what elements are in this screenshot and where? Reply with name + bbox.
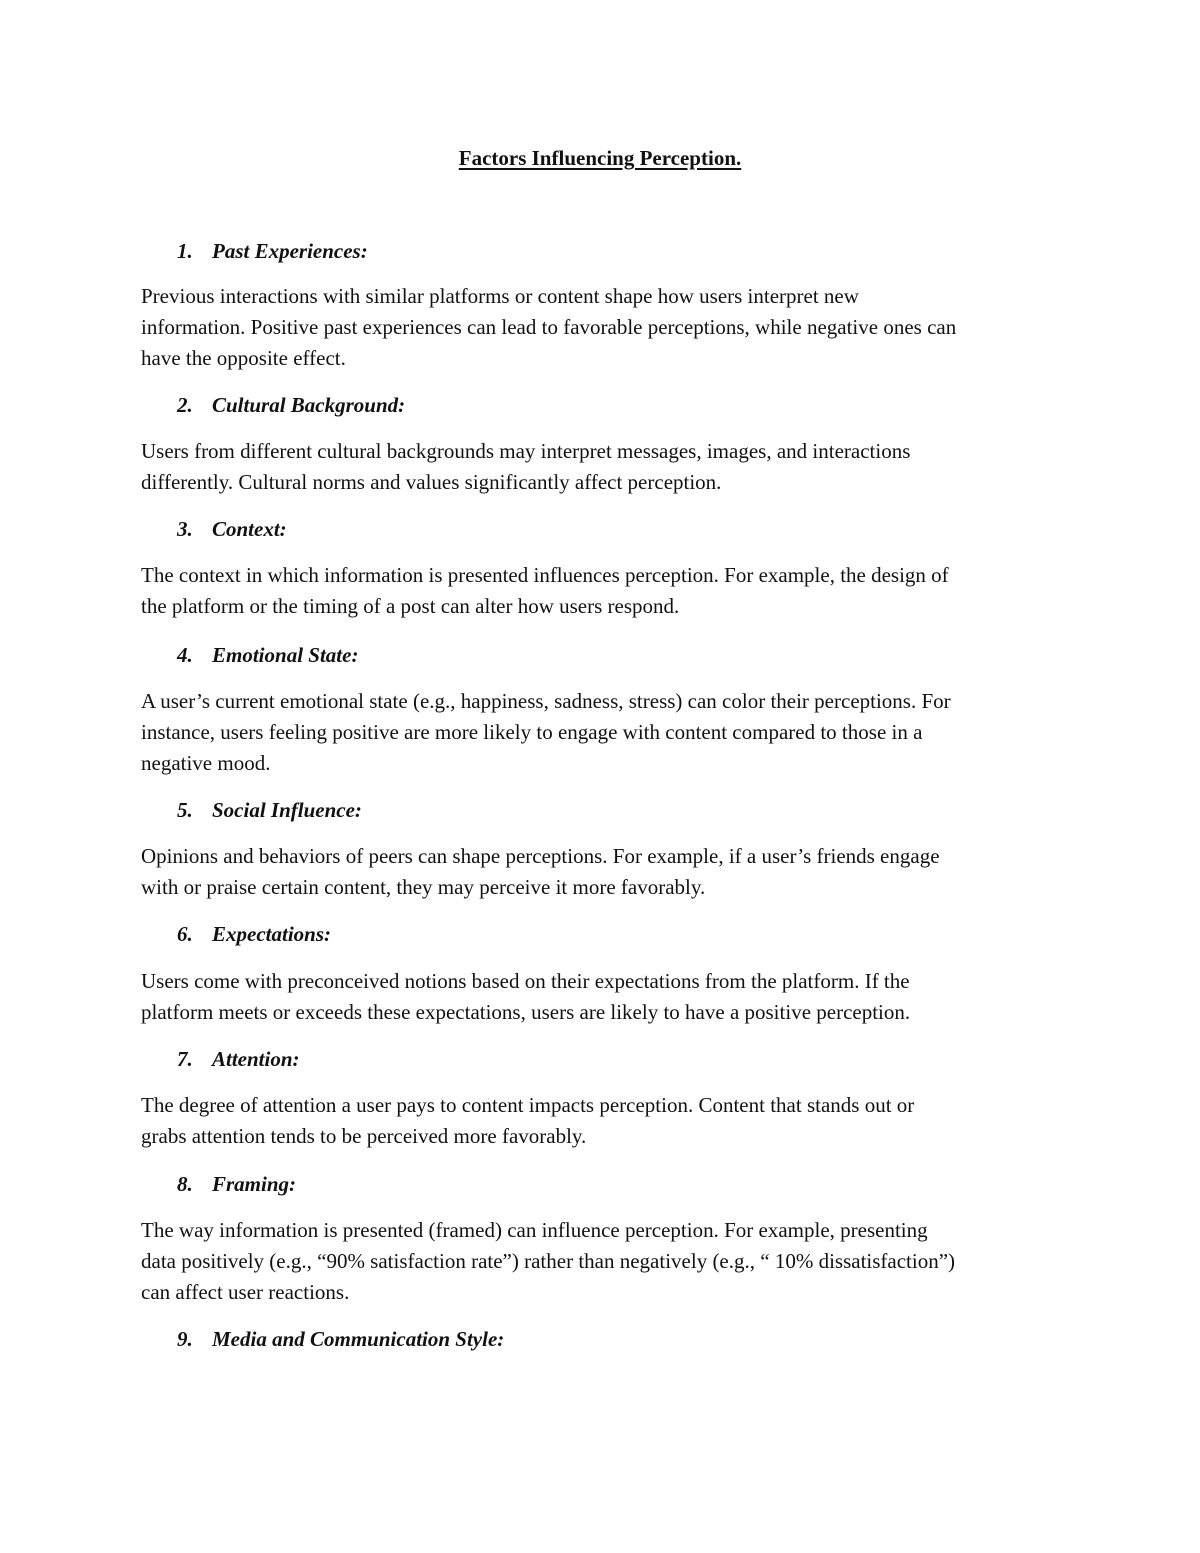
paragraph-line: differently. Cultural norms and values significantly affect perception. bbox=[141, 470, 722, 494]
section-heading-expectations bbox=[177, 919, 331, 949]
paragraph-line: Previous interactions with similar platforms or content shape how users interpret new bbox=[141, 284, 859, 308]
section-heading-framing bbox=[177, 1169, 296, 1199]
section-heading-emotional-state bbox=[177, 640, 358, 670]
section-number: 7. bbox=[177, 1047, 193, 1071]
section-paragraph-expectations bbox=[141, 966, 1071, 1028]
paragraph-line: the platform or the timing of a post can alter how users respond. bbox=[141, 594, 680, 618]
paragraph-line: platform meets or exceeds these expectations, users are likely to have a positive perception. bbox=[141, 1000, 911, 1024]
paragraph-line: with or praise certain content, they may perceive it more favorably. bbox=[141, 875, 706, 899]
section-heading-label: Emotional State: bbox=[212, 643, 359, 667]
paragraph-line: information. Positive past experiences can lead to favorable perceptions, while negative ones can bbox=[141, 315, 957, 339]
paragraph-line: Users from different cultural backgrounds may interpret messages, images, and interactions bbox=[141, 439, 911, 463]
section-paragraph-emotional-state bbox=[141, 686, 1071, 779]
paragraph-line: can affect user reactions. bbox=[141, 1280, 350, 1304]
section-heading-context bbox=[177, 514, 287, 544]
paragraph-line: Users come with preconceived notions based on their expectations from the platform. If the bbox=[141, 969, 910, 993]
section-heading-label: Media and Communication Style: bbox=[212, 1327, 505, 1351]
section-paragraph-framing bbox=[141, 1215, 1071, 1308]
section-heading-past-experiences bbox=[177, 236, 368, 266]
section-heading-attention bbox=[177, 1044, 300, 1074]
paragraph-line: A user’s current emotional state (e.g., happiness, sadness, stress) can color their perceptions. For bbox=[141, 689, 951, 713]
section-paragraph-attention bbox=[141, 1090, 1071, 1152]
paragraph-line: have the opposite effect. bbox=[141, 346, 346, 370]
section-heading-label: Cultural Background: bbox=[212, 393, 406, 417]
section-heading-label: Attention: bbox=[212, 1047, 300, 1071]
section-paragraph-context bbox=[141, 560, 1071, 622]
section-paragraph-cultural-background bbox=[141, 436, 1071, 498]
section-heading-media-communication-style bbox=[177, 1324, 504, 1354]
section-heading-label: Context: bbox=[212, 517, 287, 541]
section-heading-social-influence bbox=[177, 795, 362, 825]
section-heading-label: Past Experiences: bbox=[212, 239, 368, 263]
section-heading-label: Expectations: bbox=[212, 922, 331, 946]
section-paragraph-social-influence bbox=[141, 841, 1071, 903]
section-heading-label: Framing: bbox=[212, 1172, 297, 1196]
section-number: 4. bbox=[177, 643, 193, 667]
section-heading-cultural-background bbox=[177, 390, 405, 420]
section-heading-label: Social Influence: bbox=[212, 798, 362, 822]
section-number: 6. bbox=[177, 922, 193, 946]
paragraph-line: The degree of attention a user pays to content impacts perception. Content that stands out or bbox=[141, 1093, 915, 1117]
paragraph-line: negative mood. bbox=[141, 751, 271, 775]
section-number: 2. bbox=[177, 393, 193, 417]
section-number: 5. bbox=[177, 798, 193, 822]
section-paragraph-past-experiences bbox=[141, 281, 1071, 374]
paragraph-line: The way information is presented (framed) can influence perception. For example, presenting bbox=[141, 1218, 928, 1242]
paragraph-line: instance, users feeling positive are more likely to engage with content compared to those in a bbox=[141, 720, 923, 744]
document-title: Factors Influencing Perception. bbox=[458, 146, 742, 170]
paragraph-line: Opinions and behaviors of peers can shape perceptions. For example, if a user’s friends engage bbox=[141, 844, 940, 868]
section-number: 3. bbox=[177, 517, 193, 541]
section-number: 9. bbox=[177, 1327, 193, 1351]
section-number: 8. bbox=[177, 1172, 193, 1196]
section-number: 1. bbox=[177, 239, 193, 263]
paragraph-line: The context in which information is presented influences perception. For example, the design of bbox=[141, 563, 949, 587]
paragraph-line: grabs attention tends to be perceived more favorably. bbox=[141, 1124, 587, 1148]
paragraph-line: data positively (e.g., “90% satisfaction rate”) rather than negatively (e.g., “ 10% dissatisfaction”) bbox=[141, 1249, 956, 1273]
